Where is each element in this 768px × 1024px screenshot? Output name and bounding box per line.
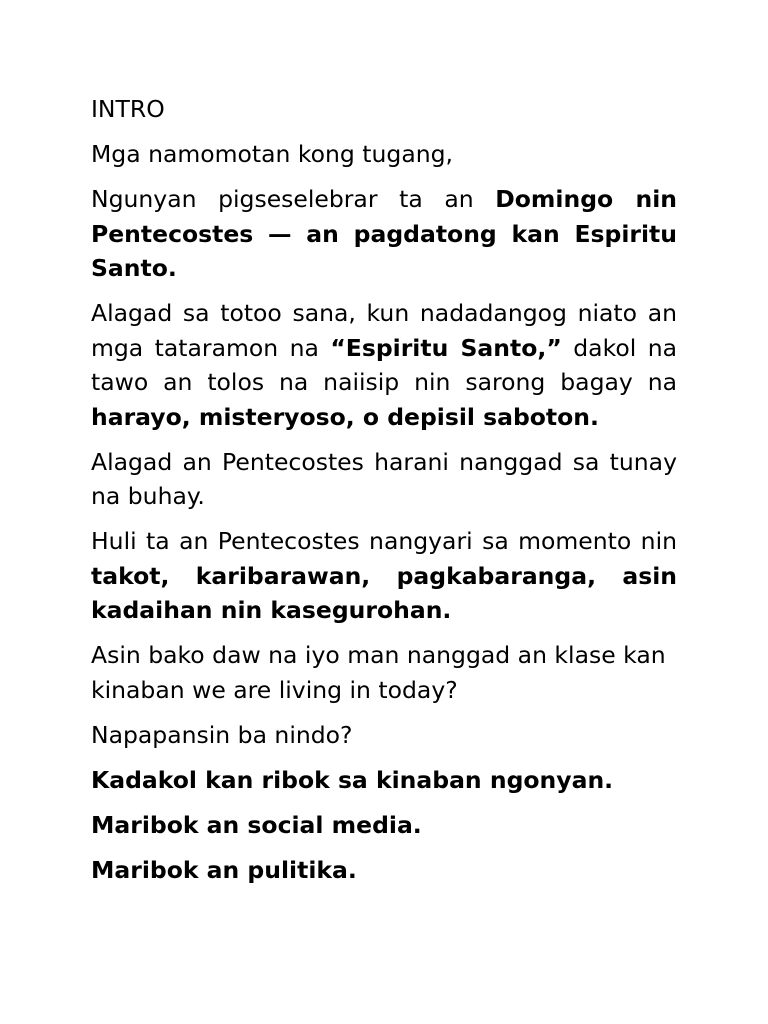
paragraph-pentecost-celebration xyxy=(91,182,677,286)
paragraph-text: Alagad an Pentecostes harani nanggad sa tunay na buhay. xyxy=(91,447,677,510)
paragraph-real-life xyxy=(91,445,677,514)
bold-text: “Espiritu Santo,” xyxy=(330,333,562,362)
bold-text: Maribok an pulitika. xyxy=(91,855,357,884)
bold-text: harayo, misteryoso, o depisil saboton. xyxy=(91,402,599,431)
paragraph-noise-social-media xyxy=(91,808,677,843)
paragraph-text: Asin bako daw na iyo man nanggad an klase kan kinaban we are living in today? xyxy=(91,641,666,704)
greeting-text: Mga namomotan kong tugang, xyxy=(91,140,454,168)
greeting-paragraph xyxy=(91,137,677,172)
paragraph-question xyxy=(91,718,677,753)
paragraph-world-today xyxy=(91,638,677,707)
paragraph-noise-world xyxy=(91,763,677,798)
paragraph-text: Huli ta an Pentecostes nangyari sa momento nin xyxy=(91,527,677,555)
paragraph-text: Ngunyan pigseselebrar ta an xyxy=(91,185,496,213)
section-heading xyxy=(91,92,677,127)
paragraph-text: dakol na tawo an tolos na naiisip nin sarong bagay na xyxy=(91,333,678,396)
bold-text: takot, karibarawan, pagkabaranga, asin kadaihan nin kasegurohan. xyxy=(91,561,677,624)
paragraph-noise-politics xyxy=(91,853,677,888)
paragraph-text: Alagad sa totoo sana, kun nadadangog niato an mga tataramon na xyxy=(91,299,677,362)
bold-text: Kadakol kan ribok sa kinaban ngonyan. xyxy=(91,765,614,794)
paragraph-text: Napapansin ba nindo? xyxy=(91,720,353,749)
bold-text: Maribok an social media. xyxy=(91,810,422,839)
heading-text: INTRO xyxy=(91,95,165,123)
paragraph-holy-spirit xyxy=(91,296,677,434)
paragraph-moment-of-fear xyxy=(91,524,677,628)
bold-text: Domingo nin Pentecostes — an pagdatong kan Espiritu Santo. xyxy=(91,185,677,282)
